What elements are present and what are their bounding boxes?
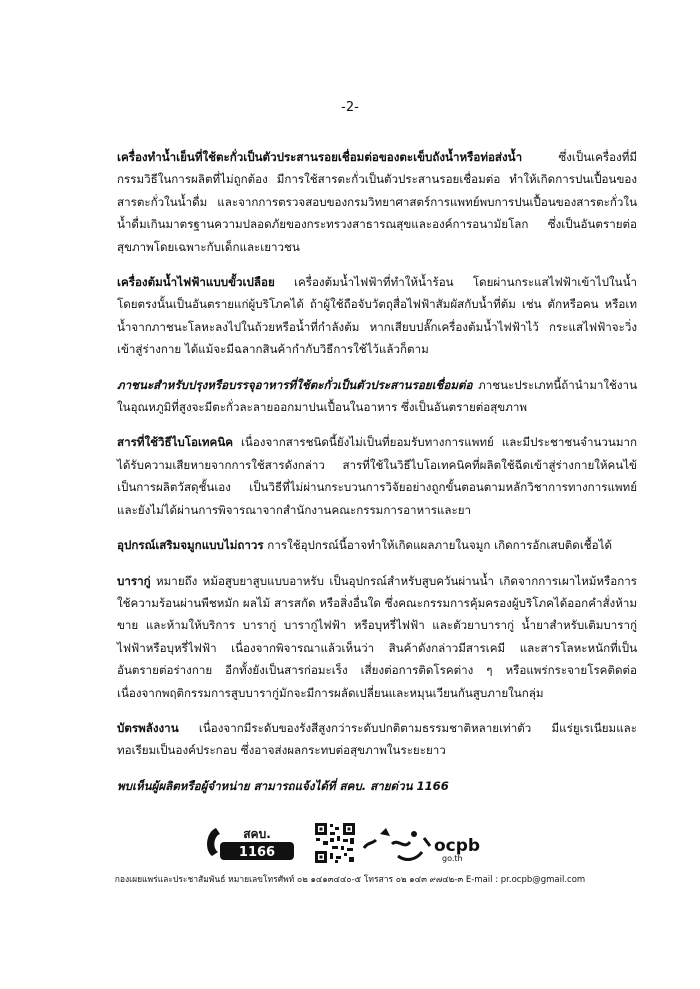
- paragraph-text: เครื่องต้มน้ำไฟฟ้าที่ทำให้น้ำร้อน โดยผ่านกระแสไฟฟ้าเข้าไปในน้ำโดยตรงนั้นเป็นอันตรายแก่ผู้บริโภคได้ ถ้าผู้ใช้ถือจับวัตถุสื่อไฟฟ้าสัมผัสกับน้ำที่ต้ม เช่น ตักหรือคน หรือเทน้ำจากภาชนะโลหะลงไปในถ้วยหรือน้ำที่กำลังต้ม หากเสียบปลั๊กเครื่องต้มน้ำไฟฟ้าไว้ กระแสไฟฟ้าจะวิ่งเข้าสู่ร่างกาย ได้แม้จะมีฉลากสินค้ากำกับวิธีการใช้ไว้แล้วก็ตาม: [117, 275, 637, 357]
- paragraph-nose-implant: [117, 534, 637, 556]
- paragraph-text: เนื่องจากสารชนิดนี้ยังไม่เป็นที่ยอมรับทางการแพทย์ และมีประชาชนจำนวนมากได้รับความเสียหายจากการใช้สารดังกล่าว สารที่ใช้ในวิธีไบโอเทคนิคที่ผลิตใช้ฉีดเข้าสู่ร่างกายให้คนไข้เป็นการผลิตวัสดุชั้นเอง เป็นวิธีที่ไม่ผ่านกระบวนการวิจัยอย่างถูกขั้นตอนตามหลักวิชาการทางการแพทย์ และยังไม่ได้ผ่านการพิจารณาจากสำนักงานคณะกรรมการอาหารและยา: [117, 435, 637, 517]
- paragraph-text: การใช้อุปกรณ์นี้อาจทำให้เกิดแผลภายในจมูก เกิดการอักเสบติดเชื้อได้: [263, 538, 612, 553]
- paragraph-lead: เครื่องต้มน้ำไฟฟ้าแบบขั้วเปลือย: [117, 275, 275, 290]
- footer-address: กองเผยแพร่และประชาสัมพันธ์ หมายเลขโทรศัพท์ ๐๒ ๑๔๑๓๔๔๐-๕ โทรสาร ๐๒ ๑๔๓ ๙๗๔๒-๓ E-mail : pr.ocpb@gmail.com: [114, 875, 586, 885]
- paragraph-lead: สารที่ใช้วิธีไบโอเทคนิค: [117, 435, 233, 450]
- hotline-abbr: สคบ.: [243, 827, 271, 841]
- paragraph-lead: ภาชนะสำหรับปรุงหรือบรรจุอาหารที่ใช้ตะกั่วเป็นตัวประสานรอยเชื่อมต่อ: [117, 377, 473, 392]
- footer-logos: [202, 822, 502, 866]
- paragraph-text: ภาชนะประเภทนี้ถ้านำมาใช้งานในอุณหภูมิที่สูงจะมีตะกั่วละลายออกมาปนเปื้อนในอาหาร ซึ่งเป็นอันตรายต่อสุขภาพ: [117, 377, 637, 415]
- page-number: -2-: [341, 100, 359, 115]
- paragraph-energy-card: [117, 717, 637, 762]
- qr-code-icon: [314, 822, 356, 864]
- paragraph-text: ซึ่งเป็นเครื่องที่มีกรรมวิธีในการผลิตที่ไม่ถูกต้อง มีการใช้สารตะกั่วเป็นตัวประสานรอยเชื่อมต่อ ทำให้เกิดการปนเปื้อนของสารตะกั่วในน้ำดื่ม และจากการตรวจสอบของกรมวิทยาศาสตร์การแพทย์พบการปนเปื้อนของสารตะกั่วในน้ำดื่มเกินมาตรฐานความปลอดภัยของกระทรวงสาธารณสุขและองค์การอนามัยโลก ซึ่งเป็นอันตรายต่อสุขภาพโดยเฉพาะกับเด็กและเยาวชน: [117, 150, 637, 254]
- ocpb-domain: go.th: [442, 854, 463, 863]
- paragraph-baraku: [117, 570, 637, 704]
- hotline-number: 1166: [238, 845, 276, 860]
- ocpb-name: ocpb: [434, 836, 481, 856]
- paragraph-biotech: [117, 431, 637, 521]
- paragraph-kettle: [117, 271, 637, 361]
- paragraph-water-cooler: [117, 146, 637, 258]
- paragraph-lead: บารากู่: [117, 573, 151, 588]
- paragraph-lead: บัตรพลังงาน: [117, 720, 179, 735]
- paragraph-text: หมายถึง หม้อสูบยาสูบแบบอาหรับ เป็นอุปกรณ์สำหรับสูบควันผ่านน้ำ เกิดจากการเผาไหม้หรือการใช้ความร้อนผ่านพืชหมัก ผลไม้ สารสกัด หรือสิ่งอื่นใด ซึ่งคณะกรรมการคุ้มครองผู้บริโภคได้ออกคำสั่งห้ามขาย และห้ามให้บริการ บารากู่ บารากู่ไฟฟ้า หรือบุหรี่ไฟฟ้า และตัวยาบารากู่ น้ำยาสำหรับเติมบารากู่ไฟฟ้าหรือบุหรี่ไฟฟ้า เนื่องจากพิจารณาแล้วเห็นว่า สินค้าดังกล่าวมีสารเคมี และสารโลหะหนักที่เป็นอันตรายต่อร่างกาย อีกทั้งยังเป็นสารก่อมะเร็ง เสี่ยงต่อการติดโรคต่าง ๆ หรือแพร่กระจายโรคติดต่อ เนื่องจากพฤติกรรมการสูบบารากู่มักจะมีการผลัดเปลี่ยนและหมุนเวียนกันสูบภายในกลุ่ม: [117, 573, 637, 700]
- hotline-notice: พบเห็นผู้ผลิตหรือผู้จำหน่าย สามารถแจ้งได้ที่ สคบ. สายด่วน 1166: [117, 778, 449, 793]
- paragraph-food-container: [117, 374, 637, 419]
- paragraph-lead: เครื่องทำน้ำเย็นที่ใช้ตะกั่วเป็นตัวประสานรอยเชื่อมต่อของตะเข็บถังน้ำหรือท่อส่งน้ำ: [117, 150, 523, 164]
- hotline-1166-logo: [202, 822, 298, 864]
- paragraph-text: เนื่องจากมีระดับของรังสีสูงกว่าระดับปกติตามธรรมชาติหลายเท่าตัว มีแร่ยูเรเนียมและทอเรียมเป็นองค์ประกอบ ซึ่งอาจส่งผลกระทบต่อสุขภาพในระยะยาว: [117, 720, 637, 758]
- paragraph-lead: อุปกรณ์เสริมจมูกแบบไม่ถาวร: [117, 538, 264, 553]
- document-body: [117, 146, 637, 797]
